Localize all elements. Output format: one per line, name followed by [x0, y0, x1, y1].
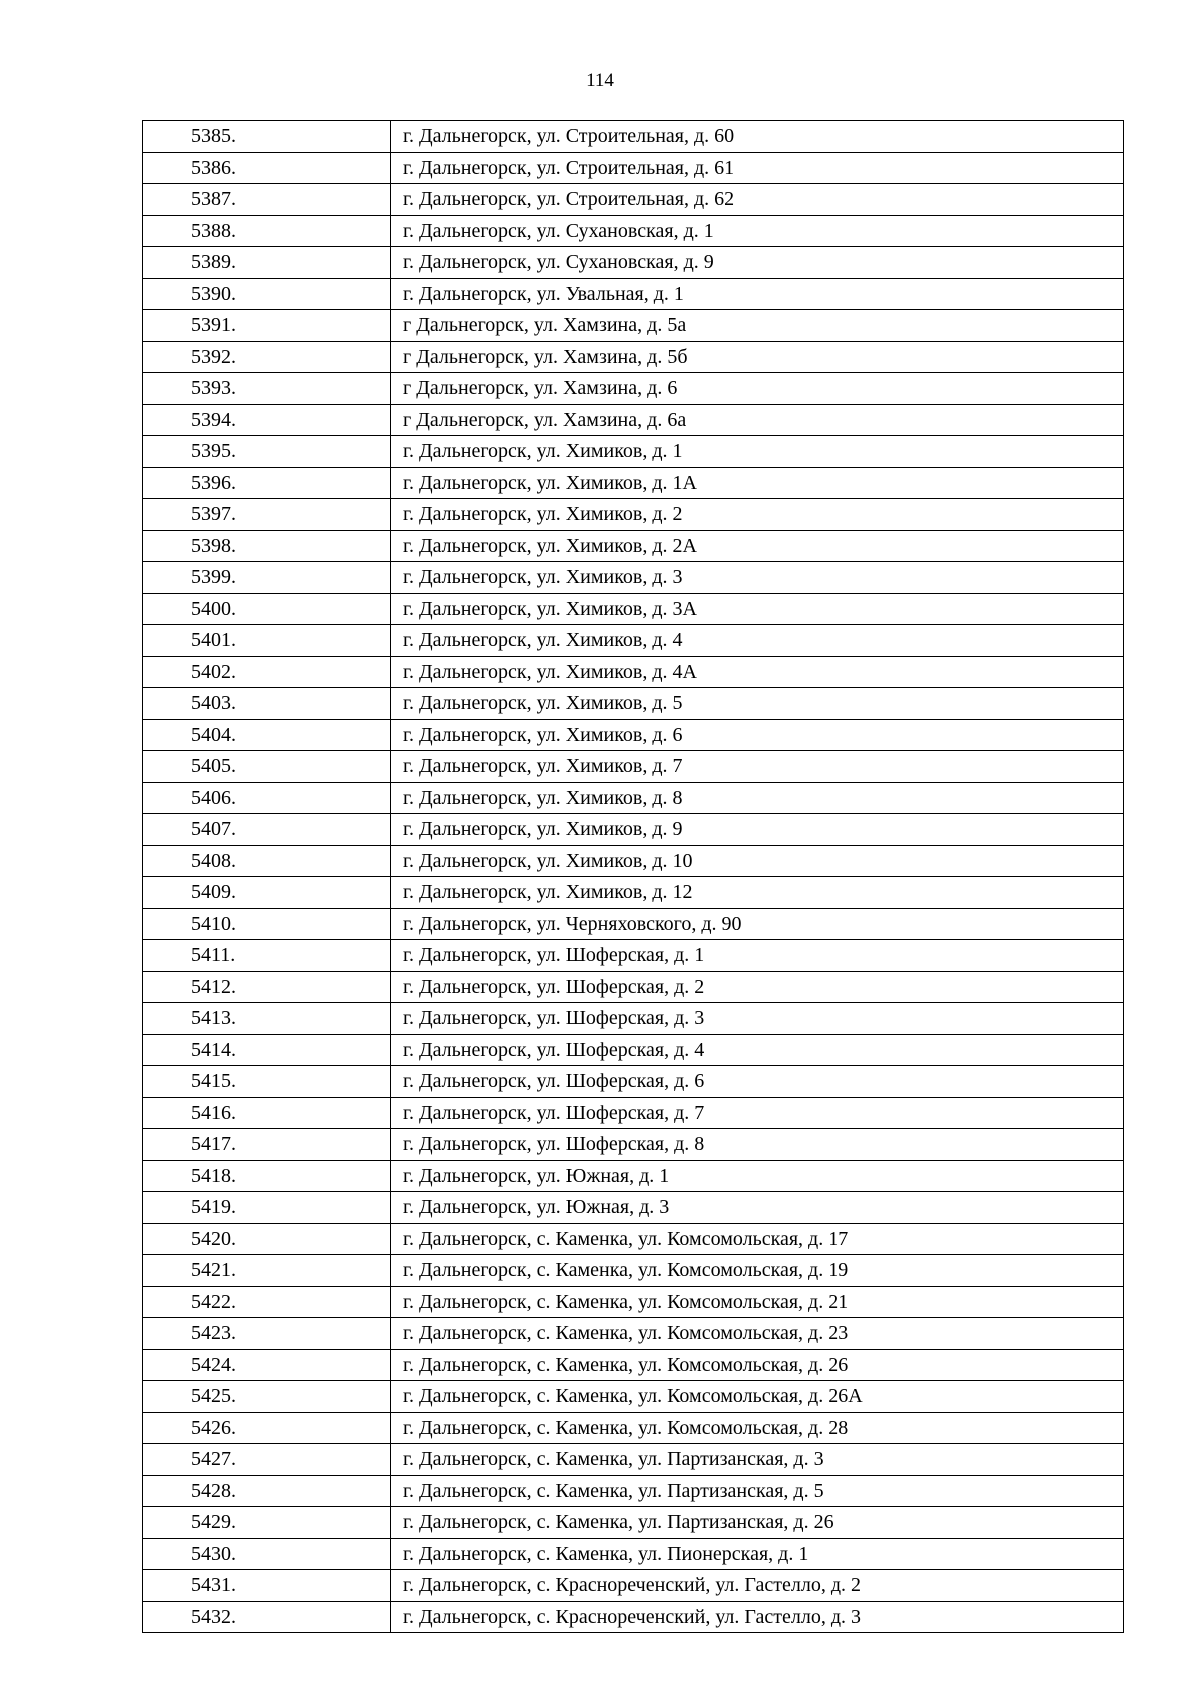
address-cell: г. Дальнегорск, с. Каменка, ул. Комсомольская, д. 17	[391, 1223, 1124, 1255]
table-row	[143, 1349, 1124, 1381]
table-row	[143, 940, 1124, 972]
address-cell: г. Дальнегорск, ул. Химиков, д. 1	[391, 436, 1124, 468]
row-number-cell: 5403.	[143, 688, 391, 720]
address-cell: г. Дальнегорск, ул. Химиков, д. 2	[391, 499, 1124, 531]
address-cell: г. Дальнегорск, ул. Шоферская, д. 6	[391, 1066, 1124, 1098]
table-row	[143, 1129, 1124, 1161]
row-number-cell: 5388.	[143, 215, 391, 247]
table-row	[143, 1318, 1124, 1350]
table-row	[143, 1192, 1124, 1224]
address-cell: г Дальнегорск, ул. Хамзина, д. 6а	[391, 404, 1124, 436]
address-cell: г. Дальнегорск, ул. Строительная, д. 60	[391, 121, 1124, 153]
row-number-cell: 5396.	[143, 467, 391, 499]
address-cell: г Дальнегорск, ул. Хамзина, д. 5а	[391, 310, 1124, 342]
address-cell: г Дальнегорск, ул. Хамзина, д. 6	[391, 373, 1124, 405]
address-cell: г. Дальнегорск, ул. Химиков, д. 3А	[391, 593, 1124, 625]
row-number-cell: 5408.	[143, 845, 391, 877]
table-row	[143, 1066, 1124, 1098]
table-row	[143, 814, 1124, 846]
address-cell: г. Дальнегорск, ул. Увальная, д. 1	[391, 278, 1124, 310]
row-number-cell: 5422.	[143, 1286, 391, 1318]
table-row	[143, 845, 1124, 877]
row-number-cell: 5414.	[143, 1034, 391, 1066]
row-number-cell: 5386.	[143, 152, 391, 184]
row-number-cell: 5405.	[143, 751, 391, 783]
row-number-cell: 5389.	[143, 247, 391, 279]
address-cell: г Дальнегорск, ул. Хамзина, д. 5б	[391, 341, 1124, 373]
address-cell: г. Дальнегорск, ул. Химиков, д. 4А	[391, 656, 1124, 688]
table-row	[143, 310, 1124, 342]
row-number-cell: 5415.	[143, 1066, 391, 1098]
address-cell: г. Дальнегорск, с. Каменка, ул. Партизанская, д. 3	[391, 1444, 1124, 1476]
address-cell: г. Дальнегорск, ул. Шоферская, д. 1	[391, 940, 1124, 972]
address-cell: г. Дальнегорск, с. Каменка, ул. Комсомольская, д. 26	[391, 1349, 1124, 1381]
row-number-cell: 5416.	[143, 1097, 391, 1129]
table-row	[143, 1286, 1124, 1318]
table-row	[143, 719, 1124, 751]
table-row	[143, 404, 1124, 436]
row-number-cell: 5391.	[143, 310, 391, 342]
row-number-cell: 5419.	[143, 1192, 391, 1224]
address-cell: г. Дальнегорск, ул. Шоферская, д. 7	[391, 1097, 1124, 1129]
table-row	[143, 1223, 1124, 1255]
table-row	[143, 1507, 1124, 1539]
row-number-cell: 5425.	[143, 1381, 391, 1413]
address-cell: г. Дальнегорск, с. Каменка, ул. Комсомольская, д. 26А	[391, 1381, 1124, 1413]
address-table-body	[143, 121, 1124, 1633]
address-cell: г. Дальнегорск, ул. Химиков, д. 5	[391, 688, 1124, 720]
table-row	[143, 1003, 1124, 1035]
row-number-cell: 5395.	[143, 436, 391, 468]
row-number-cell: 5404.	[143, 719, 391, 751]
address-cell: г. Дальнегорск, ул. Химиков, д. 6	[391, 719, 1124, 751]
address-cell: г. Дальнегорск, ул. Шоферская, д. 4	[391, 1034, 1124, 1066]
address-cell: г. Дальнегорск, ул. Южная, д. 3	[391, 1192, 1124, 1224]
row-number-cell: 5431.	[143, 1570, 391, 1602]
address-cell: г. Дальнегорск, ул. Химиков, д. 3	[391, 562, 1124, 594]
address-table	[142, 120, 1124, 1633]
table-row	[143, 215, 1124, 247]
table-row	[143, 1381, 1124, 1413]
address-cell: г. Дальнегорск, с. Каменка, ул. Партизанская, д. 5	[391, 1475, 1124, 1507]
row-number-cell: 5406.	[143, 782, 391, 814]
table-row	[143, 278, 1124, 310]
table-row	[143, 593, 1124, 625]
table-row	[143, 436, 1124, 468]
address-cell: г. Дальнегорск, ул. Шоферская, д. 8	[391, 1129, 1124, 1161]
address-cell: г. Дальнегорск, ул. Химиков, д. 1А	[391, 467, 1124, 499]
address-cell: г. Дальнегорск, ул. Шоферская, д. 2	[391, 971, 1124, 1003]
page-number: 114	[586, 70, 614, 91]
row-number-cell: 5421.	[143, 1255, 391, 1287]
row-number-cell: 5413.	[143, 1003, 391, 1035]
table-row	[143, 184, 1124, 216]
table-row	[143, 908, 1124, 940]
table-row	[143, 373, 1124, 405]
address-cell: г. Дальнегорск, ул. Южная, д. 1	[391, 1160, 1124, 1192]
table-row	[143, 341, 1124, 373]
row-number-cell: 5427.	[143, 1444, 391, 1476]
address-cell: г. Дальнегорск, ул. Черняховского, д. 90	[391, 908, 1124, 940]
address-cell: г. Дальнегорск, ул. Сухановская, д. 9	[391, 247, 1124, 279]
address-cell: г. Дальнегорск, ул. Сухановская, д. 1	[391, 215, 1124, 247]
row-number-cell: 5412.	[143, 971, 391, 1003]
address-cell: г. Дальнегорск, ул. Шоферская, д. 3	[391, 1003, 1124, 1035]
row-number-cell: 5430.	[143, 1538, 391, 1570]
row-number-cell: 5428.	[143, 1475, 391, 1507]
table-row	[143, 1255, 1124, 1287]
row-number-cell: 5402.	[143, 656, 391, 688]
table-row	[143, 971, 1124, 1003]
address-cell: г. Дальнегорск, с. Краснореченский, ул. Гастелло, д. 2	[391, 1570, 1124, 1602]
table-row	[143, 467, 1124, 499]
table-row	[143, 877, 1124, 909]
row-number-cell: 5423.	[143, 1318, 391, 1350]
table-row	[143, 1097, 1124, 1129]
row-number-cell: 5398.	[143, 530, 391, 562]
address-cell: г. Дальнегорск, с. Каменка, ул. Пионерская, д. 1	[391, 1538, 1124, 1570]
row-number-cell: 5392.	[143, 341, 391, 373]
address-cell: г. Дальнегорск, с. Каменка, ул. Комсомольская, д. 28	[391, 1412, 1124, 1444]
address-cell: г. Дальнегорск, с. Каменка, ул. Комсомольская, д. 19	[391, 1255, 1124, 1287]
row-number-cell: 5407.	[143, 814, 391, 846]
row-number-cell: 5393.	[143, 373, 391, 405]
row-number-cell: 5387.	[143, 184, 391, 216]
row-number-cell: 5401.	[143, 625, 391, 657]
table-row	[143, 1475, 1124, 1507]
table-row	[143, 782, 1124, 814]
row-number-cell: 5385.	[143, 121, 391, 153]
table-row	[143, 1160, 1124, 1192]
table-row	[143, 688, 1124, 720]
table-row	[143, 1444, 1124, 1476]
table-row	[143, 562, 1124, 594]
address-cell: г. Дальнегорск, ул. Химиков, д. 10	[391, 845, 1124, 877]
row-number-cell: 5420.	[143, 1223, 391, 1255]
table-row	[143, 499, 1124, 531]
row-number-cell: 5397.	[143, 499, 391, 531]
row-number-cell: 5429.	[143, 1507, 391, 1539]
row-number-cell: 5410.	[143, 908, 391, 940]
row-number-cell: 5390.	[143, 278, 391, 310]
address-cell: г. Дальнегорск, ул. Химиков, д. 2А	[391, 530, 1124, 562]
row-number-cell: 5417.	[143, 1129, 391, 1161]
address-cell: г. Дальнегорск, ул. Химиков, д. 8	[391, 782, 1124, 814]
row-number-cell: 5400.	[143, 593, 391, 625]
row-number-cell: 5411.	[143, 940, 391, 972]
address-cell: г. Дальнегорск, с. Каменка, ул. Партизанская, д. 26	[391, 1507, 1124, 1539]
row-number-cell: 5409.	[143, 877, 391, 909]
row-number-cell: 5426.	[143, 1412, 391, 1444]
row-number-cell: 5399.	[143, 562, 391, 594]
table-row	[143, 530, 1124, 562]
address-cell: г. Дальнегорск, ул. Химиков, д. 7	[391, 751, 1124, 783]
table-row	[143, 1601, 1124, 1633]
table-row	[143, 121, 1124, 153]
table-row	[143, 625, 1124, 657]
address-cell: г. Дальнегорск, ул. Строительная, д. 62	[391, 184, 1124, 216]
address-cell: г. Дальнегорск, ул. Химиков, д. 9	[391, 814, 1124, 846]
row-number-cell: 5418.	[143, 1160, 391, 1192]
address-cell: г. Дальнегорск, ул. Строительная, д. 61	[391, 152, 1124, 184]
table-row	[143, 1570, 1124, 1602]
table-row	[143, 152, 1124, 184]
address-cell: г. Дальнегорск, с. Каменка, ул. Комсомольская, д. 23	[391, 1318, 1124, 1350]
table-row	[143, 751, 1124, 783]
row-number-cell: 5432.	[143, 1601, 391, 1633]
address-cell: г. Дальнегорск, ул. Химиков, д. 12	[391, 877, 1124, 909]
table-row	[143, 1412, 1124, 1444]
address-cell: г. Дальнегорск, с. Каменка, ул. Комсомольская, д. 21	[391, 1286, 1124, 1318]
row-number-cell: 5424.	[143, 1349, 391, 1381]
table-row	[143, 1538, 1124, 1570]
table-row	[143, 1034, 1124, 1066]
address-cell: г. Дальнегорск, с. Краснореченский, ул. Гастелло, д. 3	[391, 1601, 1124, 1633]
table-row	[143, 247, 1124, 279]
address-cell: г. Дальнегорск, ул. Химиков, д. 4	[391, 625, 1124, 657]
row-number-cell: 5394.	[143, 404, 391, 436]
table-row	[143, 656, 1124, 688]
